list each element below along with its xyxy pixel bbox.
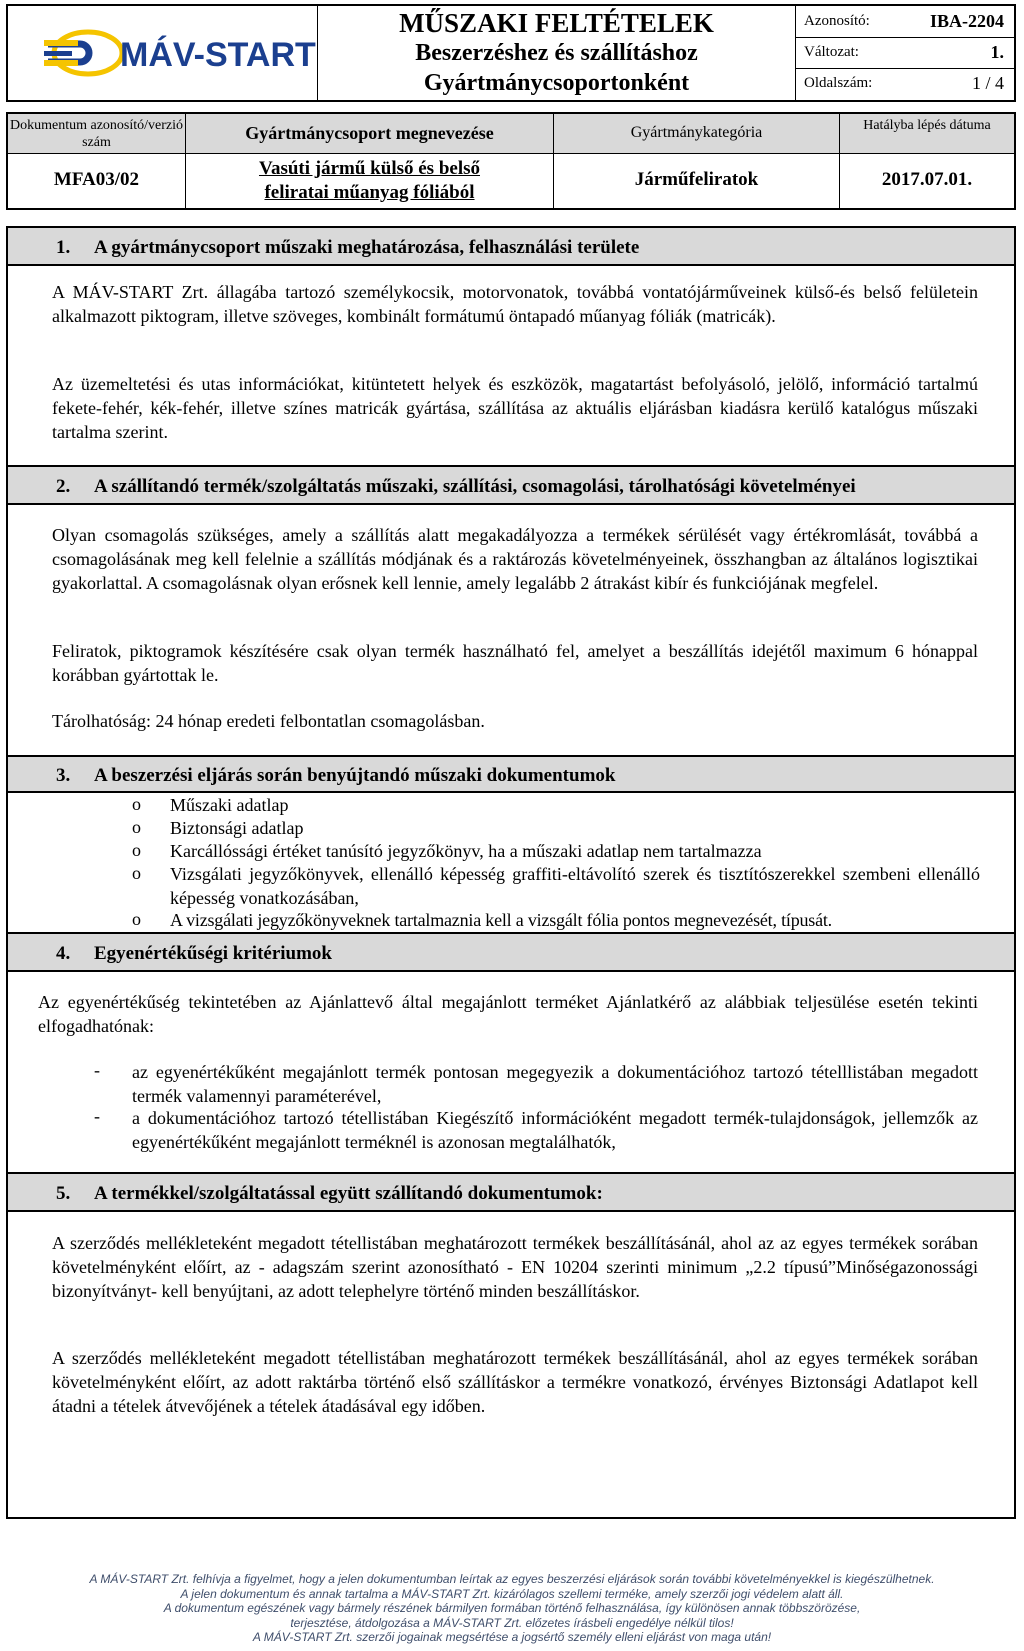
category-value: Járműfeliratok [554, 154, 840, 208]
section-5-paragraph-1: A szerződés mellékleteként megadott tétellistában meghatározott termékek beszállításánál, ahol az az egyes termékek sorában követelményként előírt, az - adagszám szerint azonosítható - EN 10204 szerinti minimum „2.2 típusú”Minőségazonossági bizonyítványt- kell benyújtani, az adott telephelyre történő minden beszállításkor. [52, 1233, 978, 1301]
info-header-category: Gyártmánykategória [554, 114, 840, 154]
info-table [6, 112, 1016, 210]
section-4-dash: - [94, 1060, 100, 1080]
document-body [6, 226, 1016, 1519]
section-4-item: a dokumentációhoz tartozó tétellistában Kiegészítő információként megadott termék-tulajdonságok, jellemzők az egyenértékűként megajánlott terméknél is azonosan megtalálhatók, [132, 1108, 978, 1152]
document-header [6, 4, 1016, 102]
effective-date-value: 2017.07.01. [881, 169, 973, 190]
footer-line: A MÁV-START Zrt. felhívja a figyelmet, hogy a jelen dokumentumban leírtak az egyes beszerzési eljárások során további követelményekkel is kiegészülhetnek. [89, 1572, 935, 1586]
mav-start-logo [8, 6, 318, 100]
section-1-heading [8, 226, 1014, 266]
section-1-paragraph-1: A MÁV-START Zrt. állagába tartozó személykocsik, motorvonatok, továbbá vontatójárműveinek külső-és belső felületein alkalmazott piktogram, illetve szöveges, kombinált formátumú öntapadó műanyag fóliák (matricák). [52, 282, 978, 326]
footer-line: terjesztése, átdolgozása a MÁV-START Zrt. előzetes írásbeli engedélye nélkül tilos! [290, 1615, 734, 1630]
document-subtitle-2: Gyártmánycsoportonként [423, 70, 690, 96]
info-header-date: Hatályba lépés dátuma [840, 114, 1014, 154]
document-title: MŰSZAKI FELTÉTELEK [399, 8, 714, 38]
meta-row-id [796, 6, 1014, 38]
section-1-number: 1. [56, 237, 71, 258]
footer-line: A MÁV-START Zrt. szerzői jogainak megsértése a jogsértő személy elleni eljárást von maga után! [252, 1630, 772, 1644]
group-name-line1: Vasúti jármű külső és belső [258, 158, 480, 179]
section-2-paragraph-1: Olyan csomagolás szükséges, amely a szállítás alatt megakadályozza a termékek sérülését vagy értékromlását, továbbá a csomagolásának meg kell felelnie a szállítás módjának és a raktározás követelményeinek, összhangban az általános logisztikai gyakorlattal. A csomagolásnak olyan erősnek kell lennie, amely legalább 2 átrakást kibír és funkciójának megfelel. [52, 525, 978, 593]
section-4-title: Egyenértékűségi kritériumok [94, 943, 333, 964]
meta-cell [796, 6, 1014, 100]
section-4-heading [8, 932, 1014, 972]
footer-line: A jelen dokumentum és annak tartalma a MÁV-START Zrt. kizárólagos szellemi terméke, amely szerzői jogi védelem alatt áll. [180, 1586, 844, 1601]
section-3-item: Vizsgálati jegyzőkönyvek, ellenálló képesség graffiti-eltávolító szerek és tisztítószerekkel szembeni ellenálló képesség vonatkozásában, [170, 864, 980, 908]
section-3-item: A vizsgálati jegyzőkönyveknek tartalmaznia kell a vizsgált fólia pontos megnevezését, típusát. [170, 910, 832, 930]
logo-cell [8, 6, 318, 100]
footer-disclaimer [40, 1572, 984, 1645]
section-3-bullet: o [132, 840, 141, 860]
section-3-heading [8, 755, 1014, 793]
section-2-paragraph-2: Feliratok, piktogramok készítésére csak olyan termék használható fel, amelyet a beszállítás idejétől maximum 6 hónappal korábban gyártottak le. [52, 641, 978, 685]
group-name-line2: feliratai műanyag fóliából [264, 182, 475, 203]
section-5-number: 5. [56, 1183, 71, 1204]
section-3-item: Műszaki adatlap [170, 795, 289, 815]
title-cell [318, 6, 796, 100]
version-label: Változat: [804, 44, 859, 60]
section-3-bullet: o [132, 863, 141, 883]
page-value: 1 / 4 [971, 73, 1004, 93]
section-3-bullet: o [132, 909, 141, 929]
section-3-bullet: o [132, 794, 141, 814]
logo-wordmark: MÁV-START [120, 36, 316, 74]
section-4-dash: - [94, 1106, 100, 1126]
footer-line: A dokumentum egészének vagy bármely részének bármilyen formában történő felhasználása, így különösen annak többszörözése, [163, 1601, 861, 1615]
section-1-title: A gyártmánycsoport műszaki meghatározása, felhasználási területe [94, 237, 640, 258]
section-3-title: A beszerzési eljárás során benyújtandó műszaki dokumentumok [94, 765, 616, 786]
meta-row-version [796, 37, 1014, 69]
section-3-number: 3. [56, 765, 71, 786]
section-2-heading [8, 465, 1014, 505]
info-header-doc-id: Dokumentum azonosító/verzió szám [8, 114, 186, 154]
section-4-item: az egyenértékűként megajánlott termék pontosan megegyezik a dokumentációhoz tartozó tételllistában megadott termék valamennyi paraméterével, [132, 1062, 978, 1106]
info-header-group-name: Gyártmánycsoport megnevezése [186, 114, 554, 154]
section-3-bullet: o [132, 817, 141, 837]
section-5-heading [8, 1172, 1014, 1212]
section-5-title: A termékkel/szolgáltatással együtt szállítandó dokumentumok: [94, 1183, 603, 1204]
document-subtitle-1: Beszerzéshez és szállításhoz [415, 40, 698, 66]
id-label: Azonosító: [804, 13, 870, 29]
section-1-paragraph-2: Az üzemeltetési és utas információkat, kitüntetett helyek és eszközök, magatartást befolyásoló, jelölő, információ tartalmú fekete-fehér, kék-fehér, illetve színes matricák gyártása, szállítása az aktuális eljárásban kiadásra kerülő katalógus műszaki tartalma szerint. [52, 374, 978, 442]
id-value: IBA-2204 [929, 11, 1004, 31]
page-label: Oldalszám: [804, 75, 873, 91]
doc-id-value: MFA03/02 [8, 154, 186, 208]
version-value: 1. [990, 42, 1004, 62]
meta-row-page [796, 68, 1014, 99]
section-2-number: 2. [56, 476, 71, 497]
group-name-value [186, 154, 554, 208]
section-3-item: Biztonsági adatlap [170, 818, 304, 838]
section-2-paragraph-3: Tárolhatóság: 24 hónap eredeti felbontatlan csomagolásban. [52, 711, 485, 731]
section-4-intro: Az egyenértékűség tekintetében az Ajánlattevő által megajánlott terméket Ajánlatkérő az alábbiak teljesülése esetén tekinti elfogadhatónak: [38, 992, 978, 1036]
section-3-item: Karcállóssági értéket tanúsító jegyzőkönyv, ha a műszaki adatlap nem tartalmazza [170, 841, 762, 861]
section-2-title: A szállítandó termék/szolgáltatás műszaki, szállítási, csomagolási, tárolhatósági követelményei [94, 476, 856, 497]
section-5-paragraph-2: A szerződés mellékleteként megadott tétellistában meghatározott termékek beszállításánál, ahol az egyes termékek sorában követelményként előírt, az adott raktárba történő első szállításkor a termékre vonatkozó, érvényes Biztonsági Adatlapot kell átadni a tételek átvevőjének a tételek átadásával egy időben. [52, 1348, 978, 1416]
section-4-number: 4. [56, 943, 71, 964]
